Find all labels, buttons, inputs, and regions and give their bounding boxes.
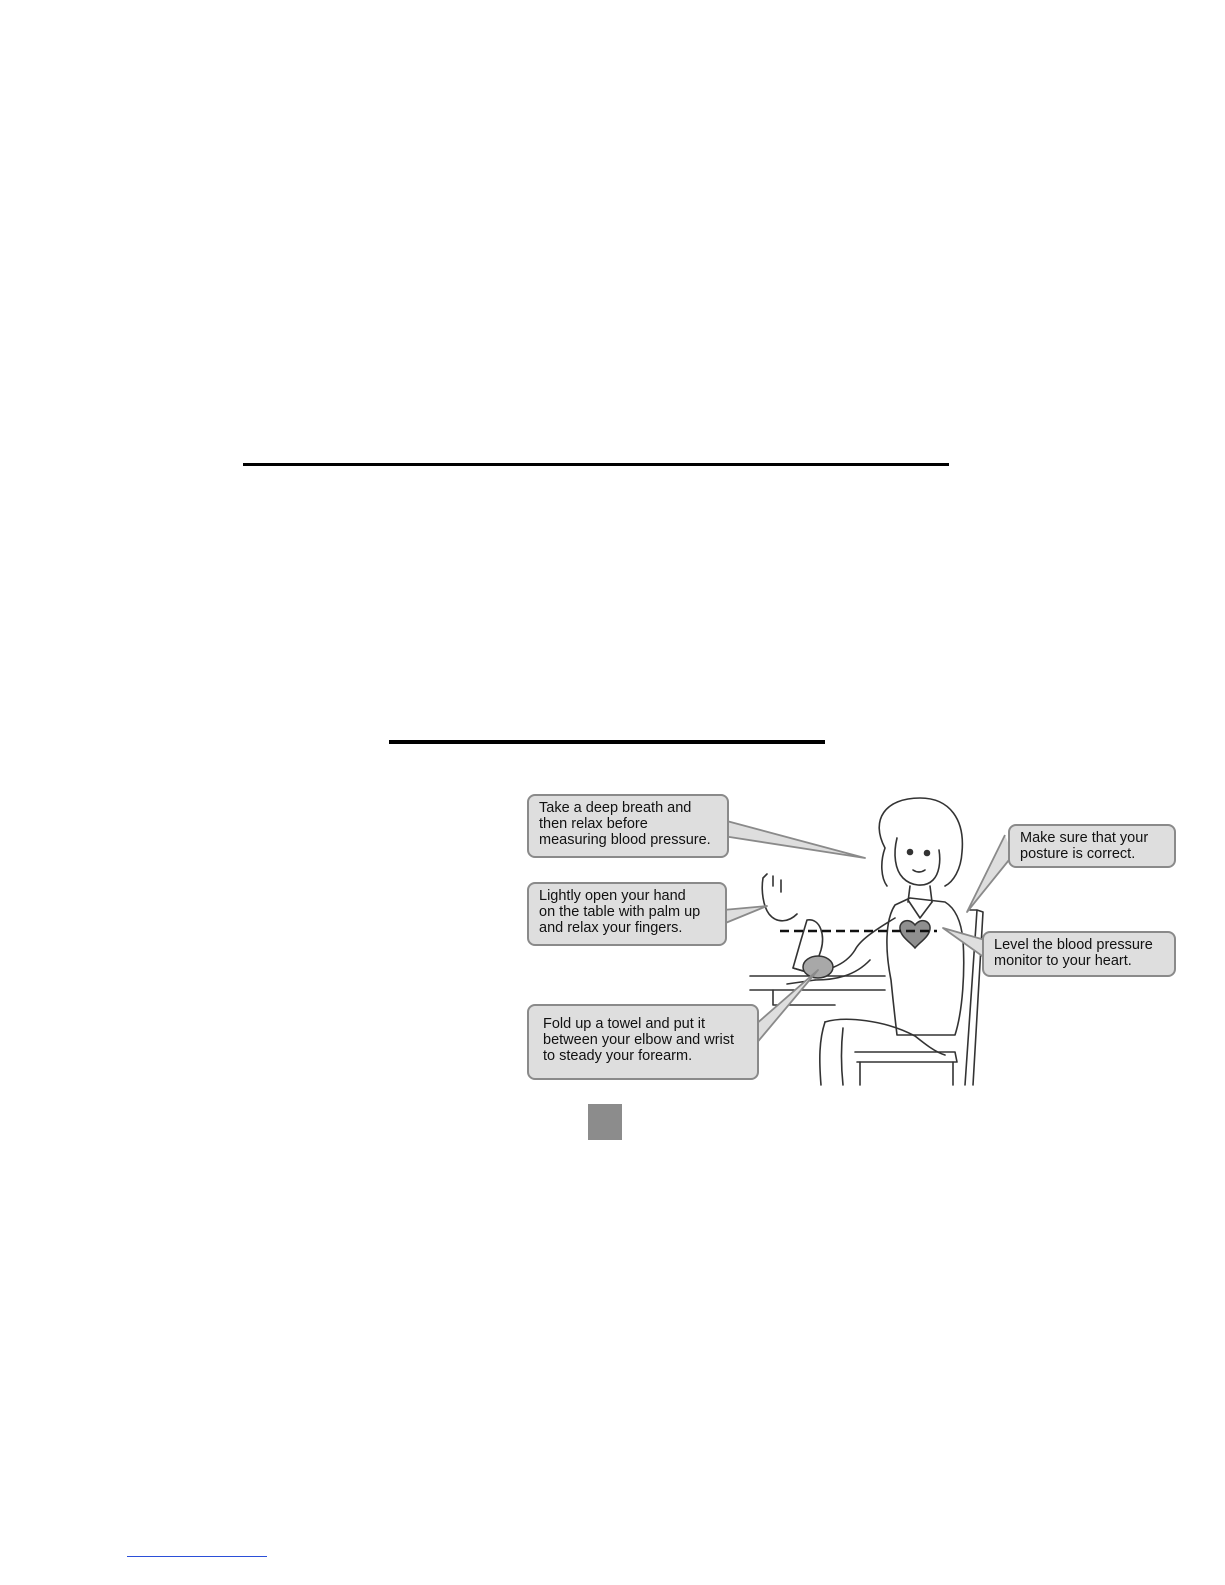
chair-legs [860, 1062, 953, 1085]
callout-posture: Make sure that your posture is correct. [1008, 824, 1176, 868]
pointer-posture [967, 835, 1013, 912]
callout-towel: Fold up a towel and put it between your elbow and wrist to steady your forearm. [527, 1004, 759, 1080]
hair [879, 798, 962, 886]
face [895, 838, 940, 885]
posture-illustration [525, 790, 1185, 1090]
torso [887, 898, 964, 1035]
footer-link-underline[interactable] [127, 1556, 267, 1557]
section-rule-middle [389, 740, 825, 744]
callout-deep-breath: Take a deep breath and then relax before measuring blood pressure. [527, 794, 729, 858]
pointer-towel [755, 970, 818, 1045]
collar [908, 900, 932, 918]
heart-icon [900, 921, 930, 948]
section-rule-top [243, 463, 949, 466]
lap [825, 1019, 945, 1055]
callout-open-hand: Lightly open your hand on the table with palm up and relax your fingers. [527, 882, 727, 946]
shin [820, 1022, 843, 1085]
callout-level-monitor: Level the blood pressure monitor to your heart. [982, 931, 1176, 977]
pointer-hand [723, 906, 767, 924]
pointer-breath [723, 820, 865, 858]
raised-hand [762, 874, 797, 921]
gray-square-marker [588, 1104, 622, 1140]
folded-towel [803, 956, 833, 978]
